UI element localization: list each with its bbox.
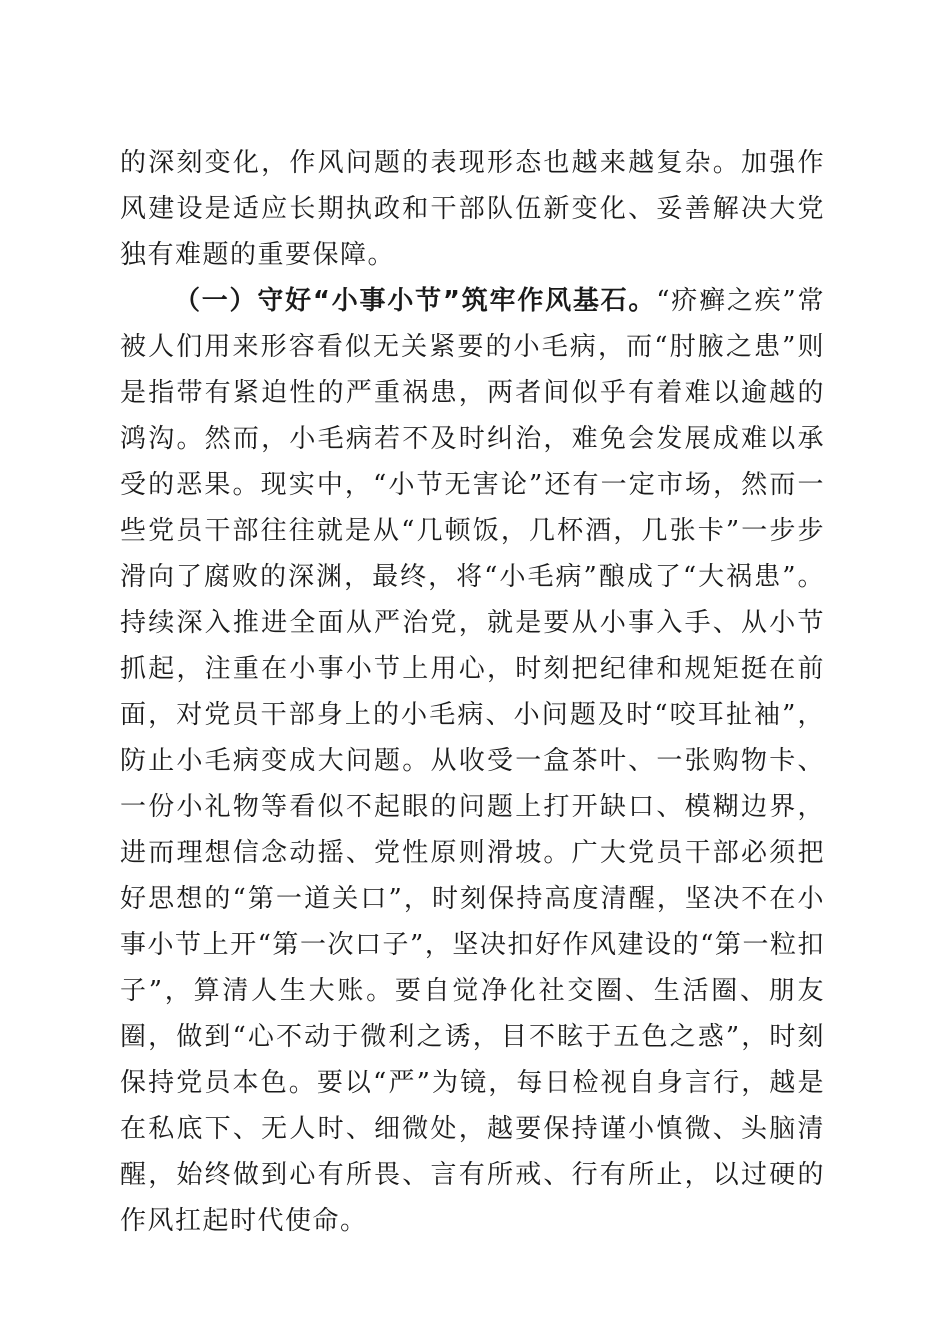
paragraph-section-one [120,278,825,1244]
section-heading: （一）守好“小事小节”筑牢作风基石。 [174,286,657,316]
paragraph-continuation: 的深刻变化，作风问题的表现形态也越来越复杂。加强作风建设是适应长期执政和干部队伍新变化、妥善解决大党独有难题的重要保障。 [120,148,825,270]
document-body [120,140,825,1244]
section-body-text: “疥癣之疾”常被人们用来形容看似无关紧要的小毛病，而“肘腋之患”则是指带有紧迫性的严重祸患，两者间似乎有着难以逾越的鸿沟。然而，小毛病若不及时纠治，难免会发展成难以承受的恶果。现实中，“小节无害论”还有一定市场，然而一些党员干部往往就是从“几顿饭，几杯酒，几张卡”一步步滑向了腐败的深渊，最终，将“小毛病”酿成了“大祸患”。持续深入推进全面从严治党，就是要从小事入手、从小节抓起，注重在小事小节上用心，时刻把纪律和规矩挺在前面，对党员干部身上的小毛病、小问题及时“咬耳扯袖”，防止小毛病变成大问题。从收受一盒茶叶、一张购物卡、一份小礼物等看似不起眼的问题上打开缺口、模糊边界，进而理想信念动摇、党性原则滑坡。广大党员干部必须把好思想的“第一道关口”，时刻保持高度清醒，坚决不在小事小节上开“第一次口子”，坚决扣好作风建设的“第一粒扣子”，算清人生大账。要自觉净化社交圈、生活圈、朋友圈，做到“心不动于微利之诱，目不眩于五色之惑”，时刻保持党员本色。要以“严”为镜，每日检视自身言行，越是在私底下、无人时、细微处，越要保持谨小慎微、头脑清醒，始终做到心有所畏、言有所戒、行有所止，以过硬的作风扛起时代使命。 [120,286,825,1236]
